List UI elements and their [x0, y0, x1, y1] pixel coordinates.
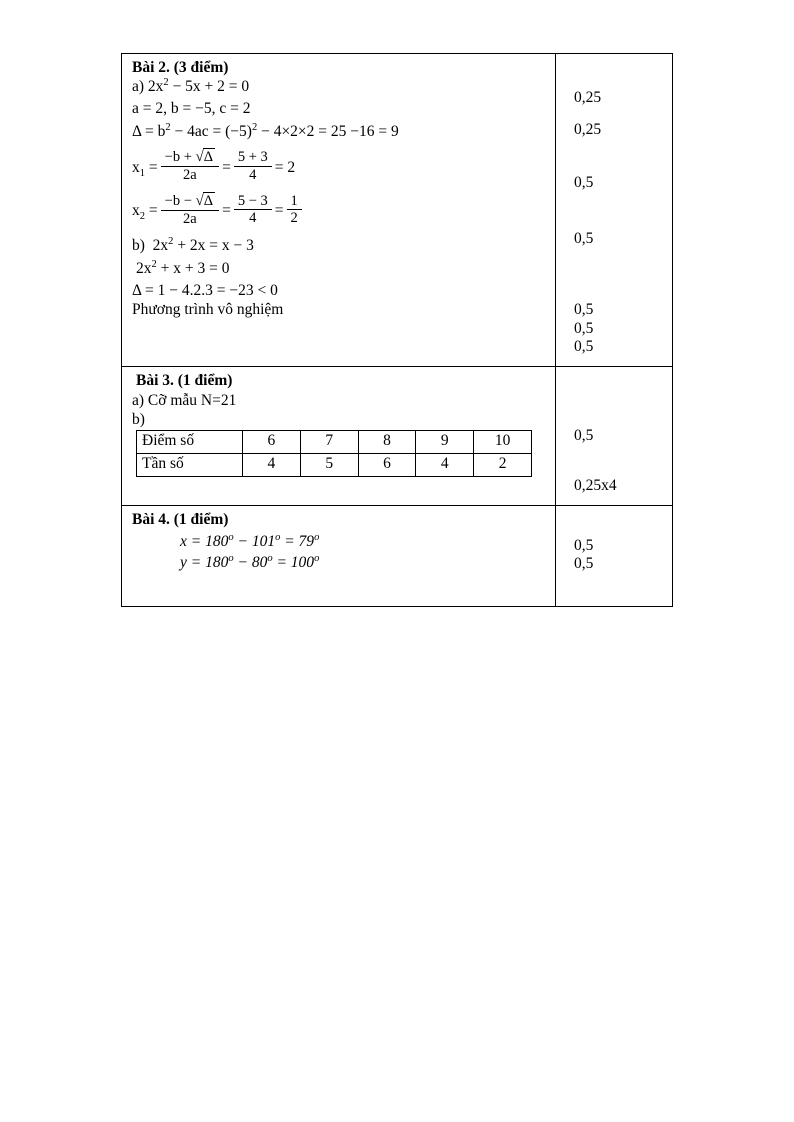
bai2-equation-a	[132, 76, 547, 95]
table-row	[137, 431, 532, 454]
bai4-body-cell	[122, 505, 556, 606]
bai2-delta-mid: − 4ac = (−5)	[174, 122, 252, 140]
score-item: 0,25	[574, 89, 602, 106]
score-item: 0,5	[574, 174, 594, 191]
score-item: 0,5	[574, 426, 594, 444]
cell: 7	[300, 431, 358, 454]
eq-x-prefix: x = 180	[180, 533, 229, 550]
bai4-equation-x: $x = 180^o - 101^o = 79^o$	[180, 531, 320, 550]
x1-fraction-1: $\frac{-b + √\Delta}{2a}$	[161, 150, 219, 183]
exponent: 2	[165, 121, 171, 133]
bai2-delta-b: Δ = 1 − 4.2.3 = −23 < 0	[132, 282, 278, 299]
score-item: 0,25x4	[574, 477, 617, 494]
bai2-root-x2: $x_2$ = $\frac{-b - √\Delta}{2a}$ = $\frac{5 - 3}{4}$ = $\frac{1}{2}$	[132, 195, 547, 228]
bai4-equation-y: $y = 180^o - 80^o = 100^o$	[180, 552, 320, 571]
bai2-b2-term: 2x	[136, 259, 152, 277]
subscript: 1	[139, 167, 146, 179]
cell: 9	[416, 431, 474, 454]
bai2-scores	[556, 54, 672, 366]
cell: 8	[358, 431, 416, 454]
bai2-coefficients: a = 2, b = −5, c = 2	[132, 100, 251, 117]
eq-y-prefix: y = 180	[180, 553, 229, 571]
bai3-scores	[556, 367, 672, 505]
cell: 6	[358, 454, 416, 477]
eq-x-end: = 79	[284, 533, 315, 550]
answer-key-table	[121, 53, 673, 607]
x1-fraction-2: $\frac{5 + 3}{4}$	[234, 150, 272, 182]
bai4-scores	[556, 506, 672, 583]
x1-label: x	[132, 158, 140, 176]
x1-value: = 2	[274, 158, 296, 176]
bai2-equation-b-standard	[132, 258, 547, 277]
bai3-content	[122, 367, 555, 496]
bai4-heading: Bài 4. (1 điểm)	[132, 510, 229, 528]
table-row	[122, 366, 673, 505]
eq-y-end: = 100	[276, 553, 315, 571]
row-header-diem-so: Điểm số	[137, 431, 243, 454]
exponent: 2	[168, 235, 174, 247]
x2-value-fraction: $\frac{1}{2}$	[287, 194, 302, 226]
score-item: 0,5	[574, 319, 594, 337]
score-item: 0,25	[574, 120, 602, 138]
eq-y-mid: − 80	[237, 553, 268, 571]
bai3-body-cell	[122, 366, 556, 505]
bai3-sample-size: a) Cỡ mẫu N=21	[132, 392, 237, 409]
row-header-tan-so: Tần số	[137, 454, 243, 477]
cell: 2	[474, 454, 532, 477]
bai2-delta-end: − 4×2×2 = 25 −16 = 9	[261, 122, 399, 140]
bai2-delta	[132, 121, 547, 140]
table-row	[137, 454, 532, 477]
bai3-b-label: b)	[132, 410, 145, 428]
bai4-score-cell	[556, 505, 673, 606]
frequency-table	[136, 430, 532, 477]
table-row	[122, 505, 673, 606]
bai4-content	[122, 506, 555, 606]
x2-label: x	[132, 202, 140, 219]
table-row	[122, 54, 673, 367]
bai2-a-rest: − 5x + 2 = 0	[172, 77, 250, 95]
bai2-content	[122, 54, 555, 328]
bai3-heading: Bài 3. (1 điểm)	[136, 371, 233, 389]
bai2-a-label: a)	[132, 77, 145, 95]
exponent: 2	[251, 121, 258, 133]
bai2-b-label: b)	[132, 237, 145, 254]
subscript: 2	[139, 211, 146, 223]
bai2-body-cell	[122, 54, 556, 367]
bai2-score-cell	[556, 54, 673, 367]
score-item: 0,5	[574, 536, 594, 554]
frequency-table-wrapper	[136, 430, 547, 477]
bai2-root-x1: $x_1$ = $\frac{-b + √\Delta}{2a}$ = $\frac{5 + 3}{4}$ = 2	[132, 149, 296, 183]
bai2-a-term: 2x	[147, 77, 164, 95]
bai2-heading: Bài 2. (3 điểm)	[132, 59, 229, 76]
score-item: 0,5	[574, 229, 594, 247]
cell: 6	[243, 431, 301, 454]
bai3-score-cell	[556, 366, 673, 505]
cell: 4	[243, 454, 301, 477]
score-item: 0,5	[574, 338, 594, 355]
exponent: 2	[151, 258, 157, 270]
score-item: 0,5	[574, 301, 594, 318]
exponent: 2	[163, 76, 169, 88]
bai2-equation-b	[132, 235, 547, 254]
bai2-delta-lead: Δ = b	[132, 122, 166, 140]
cell: 5	[300, 454, 358, 477]
eq-x-mid: − 101	[237, 533, 276, 550]
x2-fraction-1: $\frac{-b - √\Delta}{2a}$	[161, 194, 219, 227]
bai2-b-rest: + 2x = x − 3	[177, 237, 254, 254]
bai2-b2-rest: + x + 3 = 0	[160, 259, 230, 277]
cell: 10	[474, 431, 532, 454]
x2-fraction-2: $\frac{5 - 3}{4}$	[234, 194, 272, 226]
score-item: 0,5	[574, 555, 594, 572]
bai2-b-term: 2x	[152, 237, 169, 254]
cell: 4	[416, 454, 474, 477]
bai2-conclusion: Phương trình vô nghiệm	[132, 300, 284, 318]
